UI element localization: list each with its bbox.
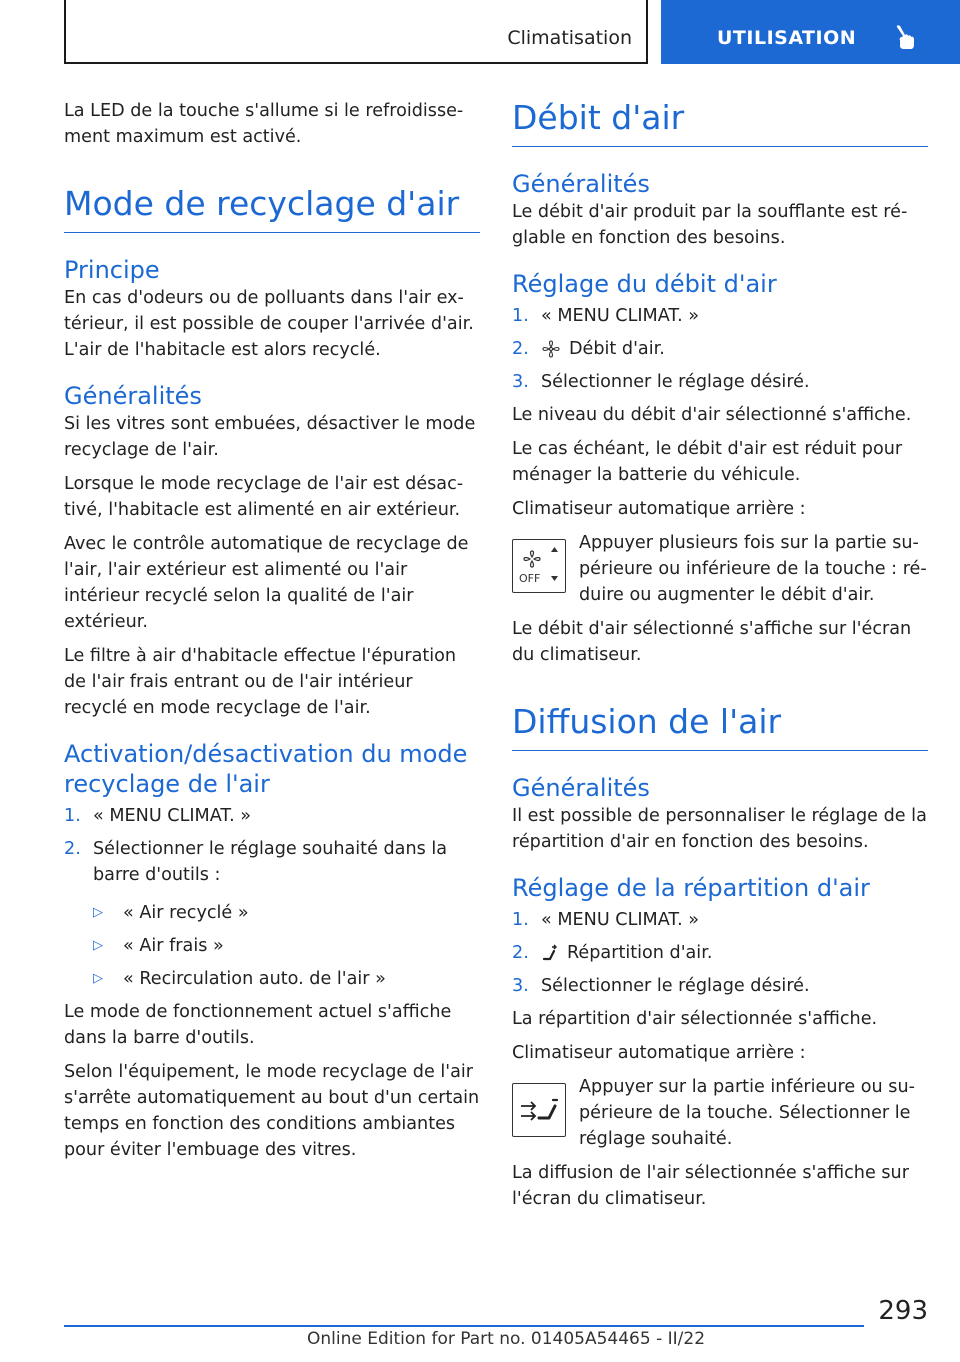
list-item: 3. Sélectionner le réglage désiré. (512, 372, 810, 392)
rear-climate-label-2: Climatiseur automatique arrière : (512, 1043, 806, 1063)
header-section-box (64, 0, 648, 64)
right-column (512, 98, 928, 1220)
header-section-title: Climatisation (507, 27, 632, 49)
bullet-item: ▷ « Recirculation auto. de l'air » (93, 966, 480, 992)
bullet-item: ▷ « Air recyclé » (93, 900, 480, 926)
list-item: 2. Débit d'air. (512, 339, 665, 359)
heading-mode-recyclage: Mode de recyclage d'air (64, 184, 480, 233)
subheading-generalites: Généralités (64, 382, 202, 410)
subheading-principe: Principe (64, 256, 160, 284)
left-column (64, 98, 480, 1171)
rear-climate-label: Climatiseur automatique arrière : (512, 499, 806, 519)
distribution-button-row (512, 1074, 928, 1152)
header-chapter-label: UTILISATION (717, 27, 857, 49)
svg-text:OFF: OFF (519, 572, 541, 585)
air-distribution-button[interactable] (512, 1083, 566, 1137)
fan-off-button[interactable] (512, 539, 566, 593)
generalites-paragraph-2: Lorsque le mode recyclage de l'air est désac-tivé, l'habitacle est alimenté en air extérieur. (64, 474, 464, 520)
triangle-bullet-icon: ▷ (93, 971, 103, 986)
footer-divider (64, 1325, 864, 1327)
debit-generalites-paragraph: Le débit d'air produit par la soufflante est ré-glable en fonction des besoins. (512, 202, 908, 248)
heading-diffusion-air: Diffusion de l'air (512, 702, 928, 751)
diffusion-generalites-paragraph: Il est possible de personnaliser le réglage de la répartition d'air en fonction des besoins. (512, 806, 927, 852)
subheading-activation: Activation/désactivation du mode recyclage de l'air (64, 740, 468, 798)
header-chapter-tab[interactable] (661, 0, 960, 64)
generalites-paragraph-3: Avec le contrôle automatique de recyclage de l'air, l'air extérieur est alimenté ou l'air intérieur recyclé selon la qualité de l'air extérieur. (64, 534, 469, 632)
mode-display-paragraph: Le mode de fonctionnement actuel s'affiche dans la barre d'outils. (64, 1002, 452, 1048)
list-item: 2. Répartition d'air. (512, 943, 713, 963)
heading-debit-air: Débit d'air (512, 98, 928, 147)
diffusion-display-paragraph: La diffusion de l'air sélectionnée s'affiche sur l'écran du climatiseur. (512, 1163, 909, 1209)
bullet-item: ▷ « Air frais » (93, 933, 480, 959)
debit-battery-paragraph: Le cas échéant, le débit d'air est réduit pour ménager la batterie du véhicule. (512, 439, 903, 485)
list-item: 3. Sélectionner le réglage désiré. (512, 976, 810, 996)
subheading-reglage-debit: Réglage du débit d'air (512, 270, 777, 298)
list-item: 1. « MENU CLIMAT. » (512, 306, 700, 326)
triangle-bullet-icon: ▷ (93, 905, 103, 920)
fan-icon (541, 339, 561, 359)
debit-display-paragraph: Le débit d'air sélectionné s'affiche sur l'écran du climatiseur. (512, 619, 912, 665)
fan-button-row (512, 530, 928, 608)
fan-button-description: Appuyer plusieurs fois sur la partie su-périeure ou inférieure de la touche : ré-duire ou augmenter le débit d'air. (579, 533, 927, 605)
intro-paragraph: La LED de la touche s'allume si le refroidisse-ment maximum est activé. (64, 101, 464, 147)
triangle-bullet-icon: ▷ (93, 938, 103, 953)
list-item: 1. « MENU CLIMAT. » (64, 806, 252, 826)
subheading-generalites-diffusion: Généralités (512, 774, 650, 802)
page-number: 293 (878, 1296, 928, 1326)
subheading-generalites-debit: Généralités (512, 170, 650, 198)
repartition-display-paragraph: La répartition d'air sélectionnée s'affiche. (512, 1009, 878, 1029)
footer-edition: Online Edition for Part no. 01405A54465 - II/22 (307, 1329, 706, 1349)
generalites-paragraph-1: Si les vitres sont embuées, désactiver le mode recyclage de l'air. (64, 414, 476, 460)
generalites-paragraph-4: Le filtre à air d'habitacle effectue l'épuration de l'air frais entrant ou de l'air intérieur recyclé en mode recyclage de l'air. (64, 646, 457, 718)
auto-stop-paragraph: Selon l'équipement, le mode recyclage de l'air s'arrête automatiquement au bout d'un certain temps en fonction des conditions ambiantes pour éviter l'embuage des vitres. (64, 1062, 480, 1160)
list-item: 2. Sélectionner le réglage souhaité dans la barre d'outils : (64, 839, 448, 885)
debit-level-paragraph: Le niveau du débit d'air sélectionné s'affiche. (512, 405, 912, 425)
air-distribution-icon (517, 1092, 561, 1128)
principe-paragraph: En cas d'odeurs ou de polluants dans l'air ex-térieur, il est possible de couper l'arrivée d'air. L'air de l'habitacle est alors recyclé. (64, 288, 474, 360)
fan-off-icon (515, 546, 563, 586)
seat-airflow-icon (541, 944, 559, 962)
list-item: 1. « MENU CLIMAT. » (512, 910, 700, 930)
distribution-button-description: Appuyer sur la partie inférieure ou su-périeure de la touche. Sélectionner le réglage souhaité. (579, 1077, 915, 1149)
subheading-reglage-repartition: Réglage de la répartition d'air (512, 874, 870, 902)
pointing-hand-icon (894, 24, 916, 50)
